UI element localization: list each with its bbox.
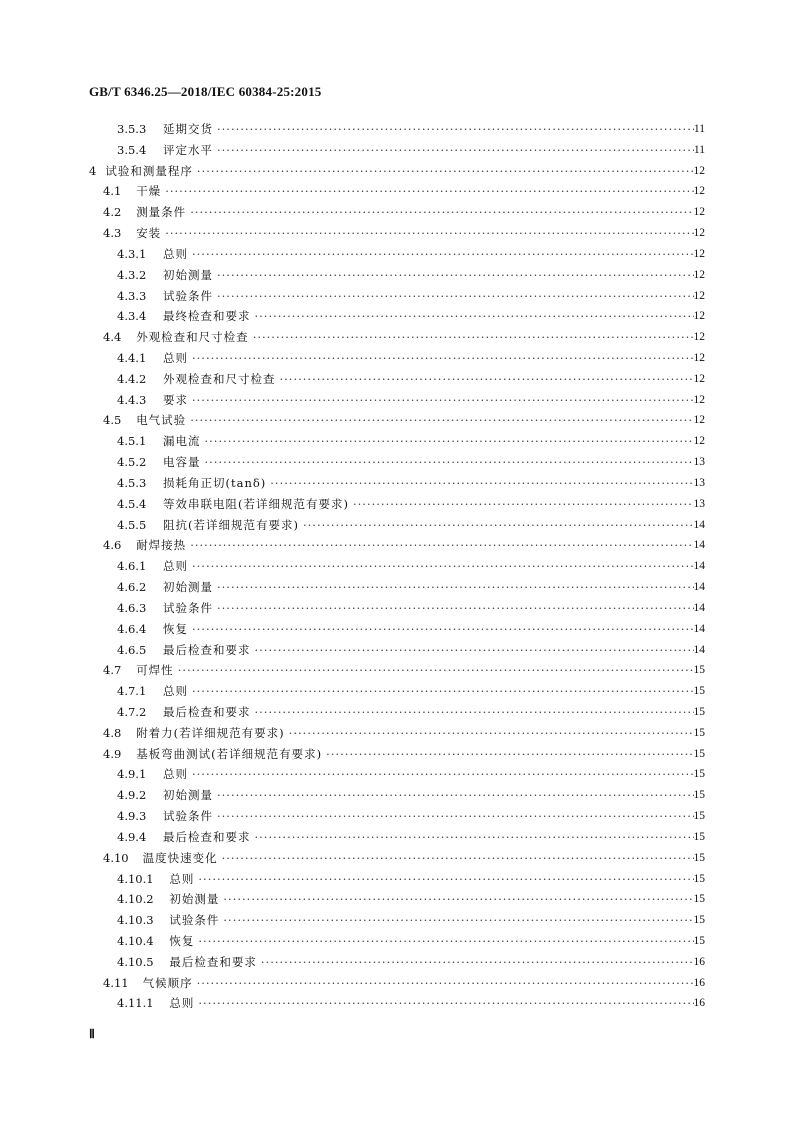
toc-entry[interactable] [0, 577, 794, 598]
toc-entry-title: 可焊性 [136, 663, 174, 678]
toc-entry-page: 12 [693, 185, 705, 198]
toc-entry-title: 阻抗(若详细规范有要求) [163, 517, 299, 532]
toc-entry-number: 4.1 [103, 184, 122, 199]
toc-entry[interactable] [0, 764, 794, 785]
toc-entry-page: 14 [693, 518, 705, 531]
toc-entry-title: 恢复 [169, 933, 195, 948]
toc-entry-number: 4.9.2 [117, 788, 147, 803]
toc-dot-leader [255, 827, 695, 847]
toc-entry-title: 总则 [163, 684, 188, 699]
toc-entry-page: 15 [693, 789, 705, 802]
toc-dot-leader [165, 223, 694, 243]
toc-entry-title: 初始测量 [163, 267, 213, 282]
toc-entry-page: 14 [693, 581, 705, 594]
toc-entry-title: 外观检查和尺寸检查 [163, 371, 276, 386]
toc-entry-number: 4.4.3 [117, 392, 147, 407]
toc-entry-page: 12 [693, 310, 705, 323]
toc-entry-page: 14 [693, 601, 705, 614]
toc-dot-leader [217, 140, 694, 160]
toc-entry-number: 4.5.1 [117, 434, 147, 449]
toc-entry[interactable] [0, 327, 794, 348]
toc-entry[interactable] [0, 306, 794, 327]
toc-entry-title: 最后检查和要求 [169, 954, 257, 969]
toc-entry-number: 4.4 [103, 330, 122, 345]
toc-entry-title: 总则 [163, 767, 188, 782]
toc-entry[interactable] [0, 848, 794, 869]
toc-dot-leader [270, 473, 694, 493]
toc-dot-leader [197, 973, 694, 993]
toc-entry-page: 15 [693, 810, 705, 823]
toc-entry[interactable] [0, 348, 794, 369]
toc-dot-leader [222, 848, 694, 868]
toc-entry-page: 12 [693, 268, 705, 281]
toc-entry-title: 总则 [163, 246, 188, 261]
toc-dot-leader [190, 410, 694, 430]
toc-dot-leader [217, 785, 694, 805]
toc-entry-page: 15 [693, 851, 705, 864]
toc-entry-number: 4.3 [103, 226, 122, 241]
document-header: GB/T 6346.25—2018/IEC 60384-25:2015 [89, 84, 322, 99]
toc-entry-number: 4.11.1 [117, 996, 154, 1011]
toc-entry-title: 初始测量 [163, 788, 213, 803]
toc-dot-leader [217, 286, 694, 306]
toc-entry-number: 4.5.2 [117, 455, 147, 470]
toc-entry-number: 4.9.3 [117, 809, 147, 824]
toc-entry-number: 4.7.2 [117, 704, 147, 719]
toc-entry-title: 最后检查和要求 [163, 829, 251, 844]
toc-entry[interactable] [0, 931, 794, 952]
toc-entry-page: 15 [693, 893, 705, 906]
toc-entry-page: 14 [693, 643, 705, 656]
toc-entry[interactable] [0, 806, 794, 827]
toc-entry-page: 15 [693, 872, 705, 885]
toc-entry-number: 4.10.1 [117, 871, 154, 886]
toc-entry[interactable] [0, 119, 794, 140]
toc-entry-title: 总则 [163, 351, 188, 366]
toc-entry-title: 漏电流 [163, 434, 201, 449]
toc-entry-page: 13 [693, 497, 705, 510]
toc-entry[interactable] [0, 535, 794, 556]
toc-entry-title: 总则 [169, 871, 195, 886]
toc-entry-number: 4.10.3 [117, 913, 154, 928]
toc-entry-title: 最后检查和要求 [163, 704, 251, 719]
toc-entry-number: 4.10.5 [117, 954, 154, 969]
toc-dot-leader [192, 390, 694, 410]
toc-entry-page: 13 [693, 476, 705, 489]
toc-entry-number: 4.5 [103, 413, 122, 428]
toc-entry-title: 电气试验 [136, 413, 187, 428]
toc-entry-page: 12 [693, 393, 705, 406]
toc-entry[interactable] [0, 452, 794, 473]
toc-entry-page: 13 [693, 456, 705, 469]
toc-entry[interactable] [0, 473, 794, 494]
toc-entry-title: 测量条件 [136, 205, 187, 220]
toc-entry-title: 干燥 [136, 184, 162, 199]
toc-dot-leader [192, 348, 694, 368]
toc-entry-page: 15 [693, 747, 705, 760]
toc-entry[interactable] [0, 556, 794, 577]
toc-entry-page: 15 [693, 914, 705, 927]
toc-entry-number: 4.4.1 [117, 351, 147, 366]
toc-entry-number: 4.6.4 [117, 621, 147, 636]
toc-entry[interactable] [0, 973, 794, 994]
toc-entry-number: 4.2 [103, 205, 122, 220]
toc-entry-title: 要求 [163, 392, 188, 407]
toc-entry-title: 等效串联电阻(若详细规范有要求) [163, 496, 349, 511]
toc-entry[interactable] [0, 494, 794, 515]
toc-entry-number: 4.6 [103, 538, 122, 553]
toc-entry-page: 15 [693, 934, 705, 947]
toc-dot-leader [303, 515, 694, 535]
toc-dot-leader [261, 952, 694, 972]
toc-dot-leader [198, 931, 694, 951]
toc-entry[interactable] [0, 410, 794, 431]
toc-entry-title: 外观检查和尺寸检查 [136, 330, 249, 345]
toc-dot-leader [255, 306, 695, 326]
toc-entry-page: 16 [693, 997, 705, 1010]
toc-dot-leader [205, 431, 695, 451]
toc-entry-page: 15 [693, 726, 705, 739]
toc-dot-leader [223, 910, 694, 930]
toc-entry-page: 12 [693, 206, 705, 219]
toc-entry[interactable] [0, 181, 794, 202]
toc-entry-number: 4.6.5 [117, 642, 147, 657]
toc-entry-title: 最后检查和要求 [163, 642, 251, 657]
toc-entry[interactable] [0, 702, 794, 723]
toc-entry-page: 16 [693, 976, 705, 989]
page-number: Ⅱ [89, 1027, 95, 1041]
toc-entry[interactable] [0, 889, 794, 910]
toc-entry-title: 试验和测量程序 [105, 163, 193, 178]
toc-entry-title: 安装 [136, 226, 162, 241]
toc-entry-page: 12 [693, 289, 705, 302]
toc-entry[interactable] [0, 598, 794, 619]
toc-dot-leader [198, 993, 694, 1013]
toc-dot-leader [223, 889, 694, 909]
toc-entry-title: 初始测量 [169, 892, 220, 907]
toc-entry[interactable] [0, 619, 794, 640]
toc-entry-page: 11 [693, 143, 705, 156]
toc-dot-leader [165, 181, 694, 201]
toc-entry-title: 试验条件 [163, 809, 213, 824]
toc-entry-number: 4.7.1 [117, 684, 147, 699]
toc-dot-leader [255, 640, 695, 660]
toc-entry-number: 4.8 [103, 725, 122, 740]
toc-entry-title: 试验条件 [163, 600, 213, 615]
toc-entry[interactable] [0, 286, 794, 307]
toc-dot-leader [192, 764, 694, 784]
toc-dot-leader [353, 494, 694, 514]
toc-entry-number: 4.7 [103, 663, 122, 678]
toc-entry[interactable] [0, 202, 794, 223]
toc-entry[interactable] [0, 244, 794, 265]
toc-entry-number: 4.10.4 [117, 933, 154, 948]
toc-entry-number: 4.3.1 [117, 246, 147, 261]
toc-entry-title: 总则 [163, 559, 188, 574]
toc-dot-leader [178, 660, 694, 680]
toc-entry-number: 4.3.4 [117, 309, 147, 324]
toc-entry[interactable] [0, 993, 794, 1014]
toc-entry-page: 15 [693, 664, 705, 677]
toc-entry-page: 11 [693, 123, 705, 135]
toc-entry-page: 12 [693, 372, 705, 385]
toc-dot-leader [192, 556, 694, 576]
toc-entry-number: 4.6.1 [117, 559, 147, 574]
toc-entry[interactable] [0, 952, 794, 973]
toc-entry-title: 评定水平 [163, 142, 213, 157]
toc-entry-number: 3.5.4 [117, 142, 147, 157]
toc-entry-number: 4 [89, 163, 97, 178]
toc-entry-title: 试验条件 [169, 913, 220, 928]
toc-dot-leader [326, 744, 694, 764]
toc-entry-number: 4.9.1 [117, 767, 147, 782]
toc-dot-leader [205, 452, 695, 472]
toc-entry-page: 12 [693, 352, 705, 365]
toc-entry-page: 14 [693, 560, 705, 573]
toc-dot-leader [198, 869, 694, 889]
toc-entry-page: 12 [693, 247, 705, 260]
toc-entry[interactable] [0, 660, 794, 681]
toc-entry-number: 4.3.3 [117, 288, 147, 303]
toc-entry-page: 15 [693, 705, 705, 718]
toc-entry-number: 4.6.3 [117, 600, 147, 615]
toc-entry-page: 12 [693, 227, 705, 240]
toc-entry[interactable] [0, 223, 794, 244]
toc-entry-title: 附着力(若详细规范有要求) [136, 725, 285, 740]
toc-dot-leader [289, 723, 694, 743]
toc-entry-number: 4.10.2 [117, 892, 154, 907]
toc-entry[interactable] [0, 265, 794, 286]
toc-entry-title: 基板弯曲测试(若详细规范有要求) [136, 746, 323, 761]
toc-entry-number: 4.9.4 [117, 829, 147, 844]
toc-entry-page: 12 [693, 414, 705, 427]
toc-entry[interactable] [0, 723, 794, 744]
toc-entry[interactable] [0, 140, 794, 161]
toc-dot-leader [217, 119, 694, 139]
toc-entry[interactable] [0, 515, 794, 536]
toc-entry-number: 4.11 [103, 975, 129, 990]
toc-entry-title: 最终检查和要求 [163, 309, 251, 324]
toc-dot-leader [255, 702, 695, 722]
toc-entry-title: 恢复 [163, 621, 188, 636]
toc-entry-title: 气候顺序 [142, 975, 193, 990]
toc-entry[interactable] [0, 827, 794, 848]
toc-entry-number: 4.6.2 [117, 580, 147, 595]
toc-entry-title: 试验条件 [163, 288, 213, 303]
toc-entry-title: 初始测量 [163, 580, 213, 595]
toc-entry[interactable] [0, 369, 794, 390]
toc-entry-number: 4.10 [103, 850, 129, 865]
toc-dot-leader [192, 619, 694, 639]
toc-entry-title: 延期交货 [163, 122, 213, 136]
toc-entry[interactable] [0, 744, 794, 765]
toc-dot-leader [197, 161, 694, 181]
toc-dot-leader [217, 806, 694, 826]
toc-dot-leader [190, 202, 694, 222]
toc-entry[interactable] [0, 431, 794, 452]
toc-entry-page: 12 [693, 164, 705, 177]
toc-dot-leader [280, 369, 695, 389]
toc-entry-page: 15 [693, 830, 705, 843]
toc-entry-number: 4.5.5 [117, 517, 147, 532]
toc-entry-number: 4.5.3 [117, 475, 147, 490]
toc-dot-leader [190, 535, 694, 555]
toc-dot-leader [217, 577, 694, 597]
toc-dot-leader [192, 681, 694, 701]
toc-entry-number: 3.5.3 [117, 122, 147, 136]
toc-entry[interactable] [0, 640, 794, 661]
toc-dot-leader [217, 598, 694, 618]
toc-entry-page: 15 [693, 685, 705, 698]
toc-entry-page: 12 [693, 331, 705, 344]
toc-entry-title: 耐焊接热 [136, 538, 187, 553]
toc-dot-leader [253, 327, 694, 347]
toc-entry-page: 15 [693, 768, 705, 781]
toc-entry[interactable] [0, 910, 794, 931]
toc-dot-leader [217, 265, 694, 285]
toc-entry-number: 4.9 [103, 746, 122, 761]
toc-entry-title: 总则 [169, 996, 195, 1011]
toc-entry[interactable] [0, 681, 794, 702]
toc-entry-number: 4.5.4 [117, 496, 147, 511]
toc-entry[interactable] [0, 785, 794, 806]
toc-entry-title: 电容量 [163, 455, 201, 470]
toc-entry-page: 12 [693, 435, 705, 448]
toc-entry[interactable] [0, 161, 794, 182]
toc-entry-page: 14 [693, 539, 705, 552]
toc-entry-title: 温度快速变化 [142, 850, 218, 865]
toc-entry-page: 16 [693, 955, 705, 968]
toc-entry-page: 14 [693, 622, 705, 635]
toc-entry[interactable] [0, 869, 794, 890]
toc-entry-number: 4.4.2 [117, 371, 147, 386]
toc-entry[interactable] [0, 390, 794, 411]
toc-dot-leader [192, 244, 694, 264]
toc-entry-title: 损耗角正切(tanδ) [163, 475, 267, 490]
toc-entry-number: 4.3.2 [117, 267, 147, 282]
